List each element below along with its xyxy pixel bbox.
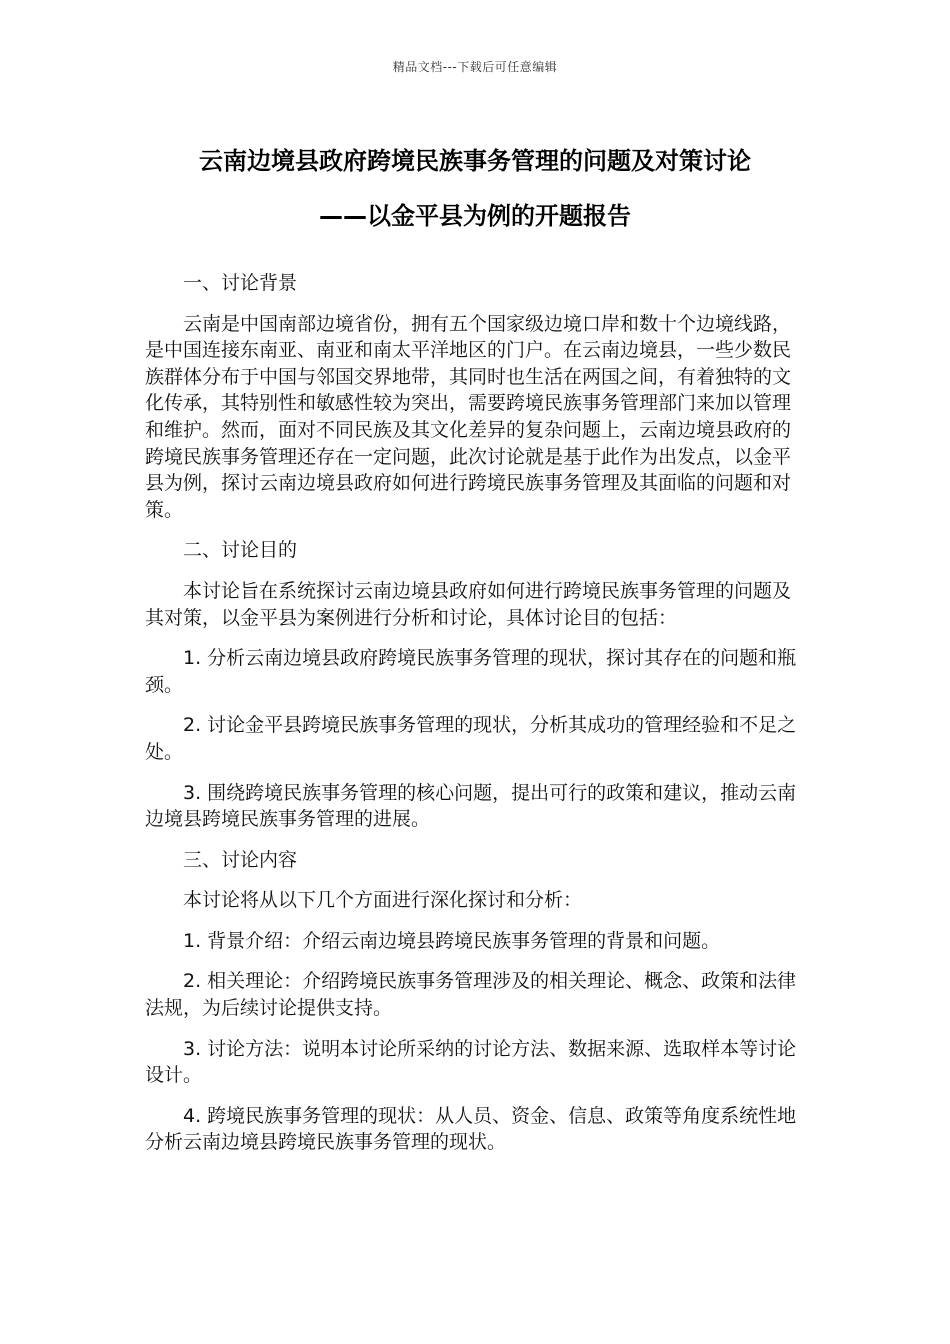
section-heading-content: 三、讨论内容: [183, 848, 298, 871]
paragraph-background: 云南是中国南部边境省份，拥有五个国家级边境口岸和数十个边境线路，是中国连接东南亚、南亚和南太平洋地区的门户。在云南边境县，一些少数民族群体分布于中国与邻国交界地带，其同时也生活在两国之间，有着独特的文化传承，其特别性和敏感性较为突出，需要跨境民族事务管理部门来加以管理和维护。然而，面对不同民族及其文化差异的复杂问题上，云南边境县政府的跨境民族事务管理还存在一定问题，此次讨论就是基于此作为出发点，以金平县为例，探讨云南边境县政府如何进行跨境民族事务管理及其面临的问题和对策。: [145, 312, 792, 521]
purpose-item-2: 2. 讨论金平县跨境民族事务管理的现状，分析其成功的管理经验和不足之处。: [145, 714, 797, 763]
section-heading-purpose: 二、讨论目的: [183, 539, 298, 562]
content-item-4: 4. 跨境民族事务管理的现状：从人员、资金、信息、政策等角度系统性地分析云南边境县跨境民族事务管理的现状。: [145, 1104, 797, 1154]
purpose-item-3: 3. 围绕跨境民族事务管理的核心问题，提出可行的政策和建议，推动云南边境县跨境民族事务管理的进展。: [145, 781, 797, 831]
content-item-3: 3. 讨论方法：说明本讨论所采纳的讨论方法、数据来源、选取样本等讨论设计。: [145, 1037, 797, 1087]
document-body: [145, 270, 800, 1170]
document-title: 云南边境县政府跨境民族事务管理的问题及对策讨论: [199, 147, 751, 175]
content-item-2: 2. 相关理论：介绍跨境民族事务管理涉及的相关理论、概念、政策和法律法规，为后续讨论提供支持。: [145, 970, 797, 1020]
paragraph-content: 本讨论将从以下几个方面进行深化探讨和分析：: [183, 889, 583, 912]
content-item-1: 1. 背景介绍：介绍云南边境县跨境民族事务管理的背景和问题。: [183, 929, 721, 952]
purpose-item-1: 1. 分析云南边境县政府跨境民族事务管理的现状，探讨其存在的问题和瓶颈。: [145, 647, 797, 696]
page-header: 精品文档---下载后可任意编辑: [392, 60, 558, 74]
section-heading-background: 一、讨论背景: [183, 272, 298, 294]
document-subtitle: ——以金平县为例的开题报告: [319, 202, 631, 230]
paragraph-purpose: 本讨论旨在系统探讨云南边境县政府如何进行跨境民族事务管理的问题及其对策，以金平县为案例进行分析和讨论，具体讨论目的包括：: [145, 579, 792, 629]
